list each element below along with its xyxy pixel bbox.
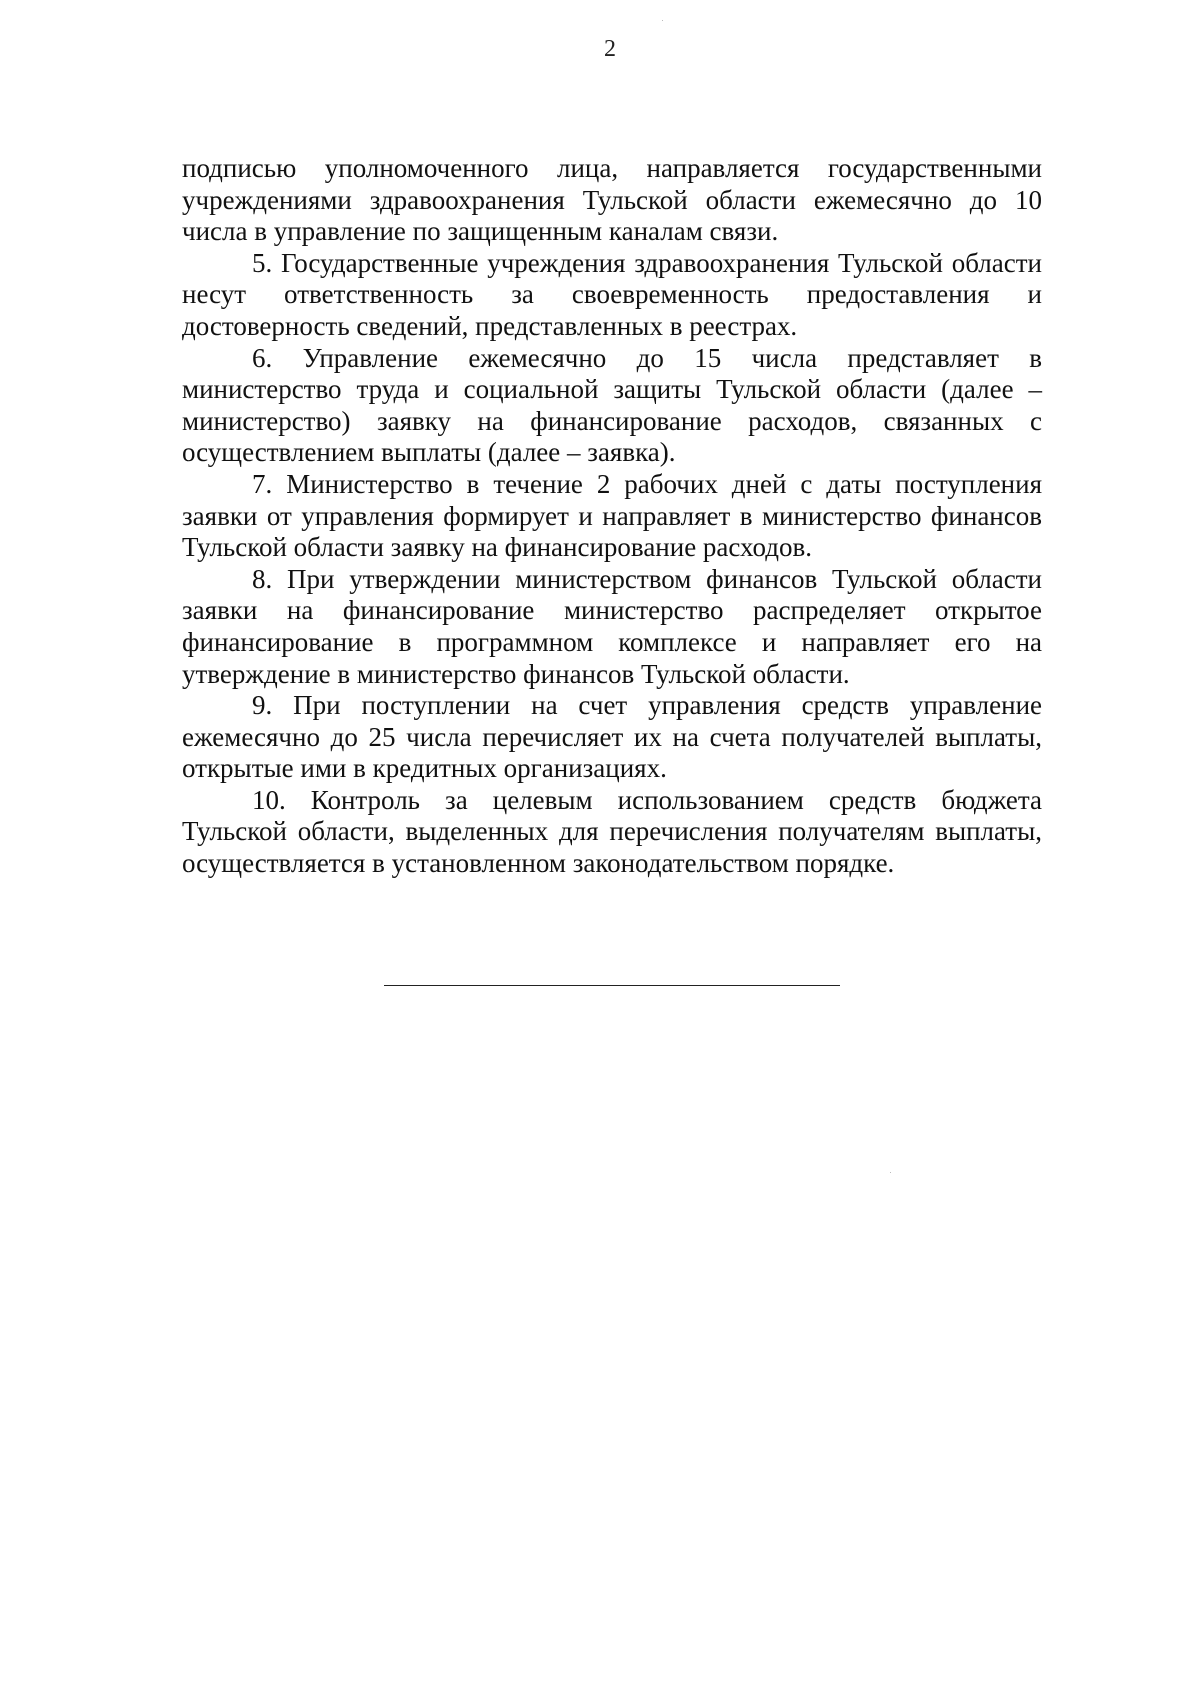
paragraph-item-10: 10. Контроль за целевым использованием средств бюджета Тульской области, выделенных для перечисления получателям выплаты, осуществляется в установленном законодательством порядке. — [182, 784, 1042, 879]
end-of-document-rule — [384, 985, 840, 986]
scan-speck — [662, 20, 663, 21]
document-body — [182, 153, 1042, 880]
paragraph-item-9: 9. При поступлении на счет управления средств управление ежемесячно до 25 числа перечисляет их на счета получателей выплаты, открытые ими в кредитных организациях. — [182, 690, 1042, 784]
scan-speck — [890, 1172, 891, 1173]
paragraph-item-7: 7. Министерство в течение 2 рабочих дней с даты поступления заявки от управления формирует и направляет в министерство финансов Тульской области заявку на финансирование расходов. — [182, 468, 1042, 563]
paragraph-continuation: подписью уполномоченного лица, направляется государственными учреждениями здравоохранения Тульской области ежемесячно до 10 числа в управление по защищенным каналам связи. — [182, 153, 1042, 247]
paragraph-item-6: 6. Управление ежемесячно до 15 числа представляет в министерство труда и социальной защиты Тульской области (далее – министерство) заявку на финансирование расходов, связанных с осуществлением выплаты (далее – заявка). — [182, 342, 1042, 468]
page-number: 2 — [604, 36, 616, 62]
paragraph-item-5: 5. Государственные учреждения здравоохранения Тульской области несут ответственность за своевременность предоставления и достоверность сведений, представленных в реестрах. — [182, 247, 1042, 341]
paragraph-item-8: 8. При утверждении министерством финансов Тульской области заявки на финансирование министерство распределяет открытое финансирование в программном комплексе и направляет его на утверждение в министерство финансов Тульской области. — [182, 563, 1042, 689]
